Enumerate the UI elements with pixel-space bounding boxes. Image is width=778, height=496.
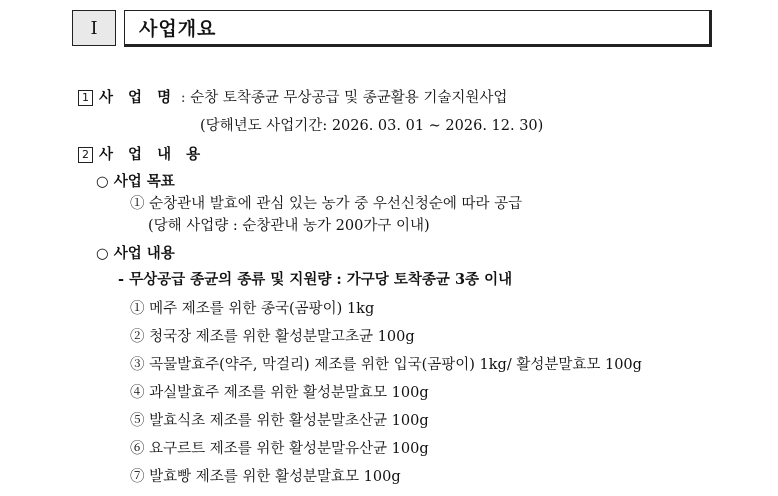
section-title-box [124,10,712,47]
item-label: 사 업 명 [99,89,177,106]
goal-line-2: (당해 사업량 : 순창관내 농가 200가구 이내) [148,218,430,234]
detail-subheading: - 무상공급 종균의 종류 및 지원량 : 가구당 토착종균 3종 이내 [118,271,513,288]
detail-heading: ○ 사업 내용 [96,245,175,262]
list-item: ② 청국장 제조를 위한 활성분말고초균 100g [130,329,415,345]
goal-line-1: ① 순창관내 발효에 관심 있는 농가 중 우선신청순에 따라 공급 [130,196,523,212]
item-number-box: 2 [78,147,93,163]
item-business-name [78,86,507,107]
item-separator: : [176,90,191,106]
item-label: 사 업 내 용 [99,146,206,163]
list-item: ④ 과실발효주 제조를 위한 활성분말효모 100g [130,385,429,401]
section-number: Ⅰ [72,10,116,46]
list-item: ⑤ 발효식초 제조를 위한 활성분말초산균 100g [130,413,429,429]
list-item: ⑦ 발효빵 제조를 위한 활성분말효모 100g [130,469,401,485]
list-item: ⑥ 요구르트 제조를 위한 활성분말유산균 100g [130,441,429,457]
section-title: 사업개요 [139,18,217,40]
list-item: ③ 곡물발효주(약주, 막걸리) 제조를 위한 입국(곰팡이) 1kg/ 활성분말효모 100g [130,357,642,373]
section-header [72,10,712,46]
item-business-content [78,143,205,164]
item-number-box: 1 [78,90,93,106]
goal-heading: ○ 사업 목표 [96,173,175,190]
item-value: 순창 토착종균 무상공급 및 종균활용 기술지원사업 [190,90,508,106]
business-period: (당해년도 사업기간: 2026. 03. 01 ~ 2026. 12. 30) [200,118,544,134]
list-item: ① 메주 제조를 위한 종국(곰팡이) 1kg [130,301,375,317]
